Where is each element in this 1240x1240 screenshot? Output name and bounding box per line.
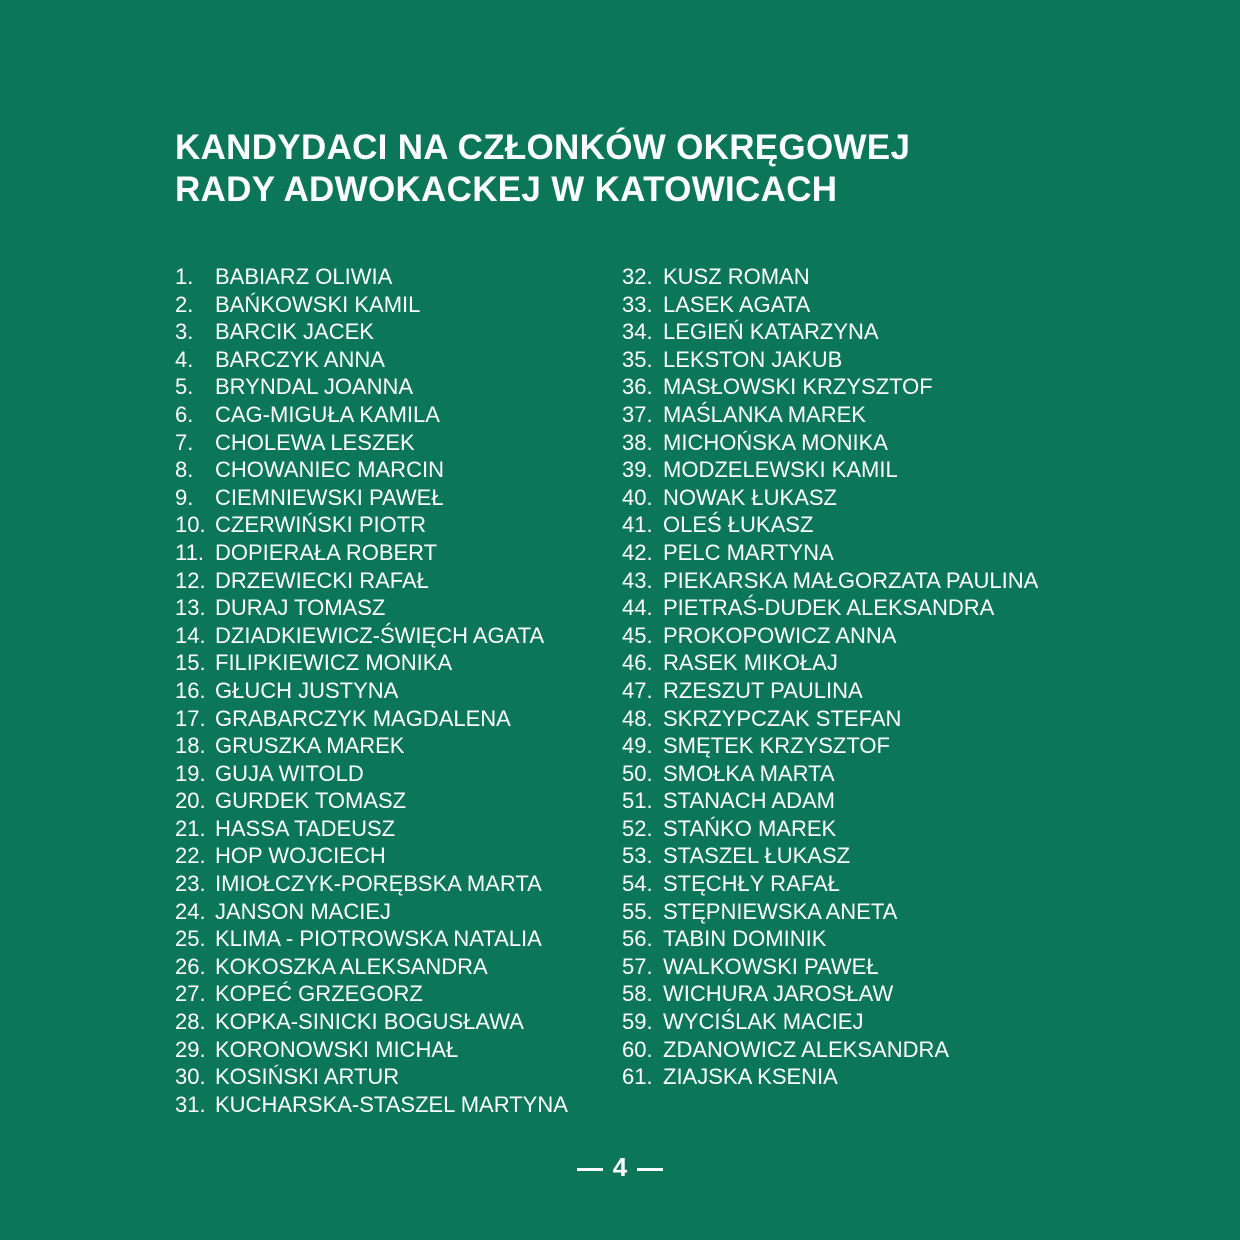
candidate-number: 39. (622, 457, 653, 483)
list-item (175, 898, 615, 926)
candidate-number: 45. (622, 622, 653, 648)
list-item (175, 787, 615, 815)
list-item (622, 870, 1092, 898)
list-item (175, 815, 615, 843)
candidate-name: PROKOPOWICZ ANNA (663, 622, 897, 648)
list-item (175, 622, 615, 650)
list-item (622, 346, 1092, 374)
candidate-number: 7. (175, 429, 194, 455)
candidate-number: 56. (622, 926, 653, 952)
candidate-number: 22. (175, 843, 206, 869)
candidate-number: 10. (175, 512, 206, 538)
list-item (622, 318, 1092, 346)
candidate-name: KUSZ ROMAN (663, 264, 810, 289)
candidate-number: 38. (622, 429, 653, 455)
candidate-name: FILIPKIEWICZ MONIKA (215, 650, 453, 676)
candidate-number: 35. (622, 346, 653, 372)
list-item (175, 870, 615, 898)
list-item (622, 953, 1092, 981)
candidate-name: WYCIŚLAK MACIEJ (663, 1009, 864, 1035)
candidate-number: 18. (175, 733, 206, 759)
candidate-name: MICHOŃSKA MONIKA (663, 429, 888, 455)
candidate-name: RASEK MIKOŁAJ (663, 650, 838, 676)
list-item (622, 842, 1092, 870)
candidate-name: GURDEK TOMASZ (215, 788, 407, 814)
candidate-name: LASEK AGATA (663, 291, 811, 317)
candidate-number: 54. (622, 871, 653, 897)
candidate-number: 29. (175, 1036, 206, 1062)
candidate-name: MODZELEWSKI KAMIL (663, 457, 898, 483)
candidate-name: NOWAK ŁUKASZ (663, 484, 837, 510)
candidate-name: GUJA WITOLD (215, 760, 364, 786)
list-item (622, 594, 1092, 622)
candidate-name: OLEŚ ŁUKASZ (663, 512, 814, 538)
candidate-name: STĘCHŁY RAFAŁ (663, 871, 840, 897)
list-item (175, 484, 615, 512)
candidate-number: 44. (622, 595, 653, 621)
candidate-number: 2. (175, 291, 194, 317)
candidate-number: 27. (175, 981, 206, 1007)
list-item (175, 594, 615, 622)
candidate-number: 21. (175, 815, 206, 841)
candidate-name: ZIAJSKA KSENIA (663, 1064, 838, 1090)
list-item (175, 429, 615, 457)
candidate-name: SMOŁKA MARTA (663, 760, 835, 786)
candidate-name: KOKOSZKA ALEKSANDRA (215, 953, 488, 979)
list-item (622, 511, 1092, 539)
list-item (622, 567, 1092, 595)
list-item (622, 429, 1092, 457)
candidate-name: CHOLEWA LESZEK (215, 429, 415, 455)
candidate-number: 42. (622, 539, 653, 565)
candidate-name: STANACH ADAM (663, 788, 835, 814)
candidate-name: BAŃKOWSKI KAMIL (215, 291, 421, 317)
candidate-number: 52. (622, 815, 653, 841)
candidate-name: STĘPNIEWSKA ANETA (663, 898, 898, 924)
candidate-name: LEGIEŃ KATARZYNA (663, 319, 879, 345)
candidate-number: 1. (175, 264, 194, 289)
candidate-number: 23. (175, 871, 206, 897)
list-item (622, 980, 1092, 1008)
list-item (175, 649, 615, 677)
list-item (622, 263, 1092, 291)
title-line-2: RADY ADWOKACKEJ W KATOWICACH (175, 170, 838, 209)
candidate-number: 55. (622, 898, 653, 924)
list-item (175, 953, 615, 981)
candidate-number: 5. (175, 374, 194, 400)
candidate-name: MASŁOWSKI KRZYSZTOF (663, 374, 933, 400)
list-item (175, 732, 615, 760)
candidate-number: 57. (622, 953, 653, 979)
candidate-number: 9. (175, 484, 194, 510)
candidate-number: 14. (175, 622, 206, 648)
candidate-name: GRABARCZYK MAGDALENA (215, 705, 511, 731)
candidate-number: 47. (622, 677, 653, 703)
page-title (175, 127, 1075, 211)
list-item (622, 484, 1092, 512)
candidate-number: 32. (622, 264, 653, 289)
candidate-name: DOPIERAŁA ROBERT (215, 539, 438, 565)
candidate-number: 60. (622, 1036, 653, 1062)
candidate-name: HASSA TADEUSZ (215, 815, 396, 841)
list-item (175, 401, 615, 429)
candidate-number: 26. (175, 953, 206, 979)
candidate-number: 13. (175, 595, 206, 621)
candidate-name: KUCHARSKA-STASZEL MARTYNA (215, 1091, 568, 1117)
candidate-list-right (622, 263, 1092, 1091)
list-item (622, 1036, 1092, 1064)
candidate-number: 40. (622, 484, 653, 510)
candidate-number: 31. (175, 1091, 206, 1117)
candidate-number: 17. (175, 705, 206, 731)
candidate-name: CZERWIŃSKI PIOTR (215, 512, 427, 538)
candidate-number: 48. (622, 705, 653, 731)
list-item (175, 925, 615, 953)
list-item (175, 677, 615, 705)
candidate-number: 37. (622, 401, 653, 427)
list-item (622, 1008, 1092, 1036)
candidate-name: TABIN DOMINIK (663, 926, 827, 952)
candidate-name: SKRZYPCZAK STEFAN (663, 705, 902, 731)
candidate-name: PELC MARTYNA (663, 539, 834, 565)
candidate-number: 11. (175, 539, 204, 565)
list-item (175, 291, 615, 319)
list-item (175, 980, 615, 1008)
candidate-name: CAG-MIGUŁA KAMILA (215, 401, 440, 427)
list-item (622, 1063, 1092, 1091)
candidate-number: 19. (175, 760, 206, 786)
candidate-name: IMIOŁCZYK-PORĘBSKA MARTA (215, 871, 542, 897)
candidate-name: KOPEĆ GRZEGORZ (215, 981, 423, 1007)
candidate-number: 49. (622, 733, 653, 759)
candidate-name: WALKOWSKI PAWEŁ (663, 953, 879, 979)
candidate-name: BRYNDAL JOANNA (215, 374, 414, 400)
candidate-number: 61. (622, 1064, 653, 1090)
footer-dash-right (637, 1168, 663, 1171)
list-item (622, 925, 1092, 953)
candidate-number: 59. (622, 1009, 653, 1035)
list-item (175, 567, 615, 595)
candidate-number: 24. (175, 898, 206, 924)
footer-dash-left (577, 1168, 603, 1171)
candidate-name: DZIADKIEWICZ-ŚWIĘCH AGATA (215, 622, 545, 648)
list-item (622, 649, 1092, 677)
list-item (175, 1008, 615, 1036)
candidate-name: PIETRAŚ-DUDEK ALEKSANDRA (663, 595, 995, 621)
list-item (622, 373, 1092, 401)
candidate-name: CHOWANIEC MARCIN (215, 457, 444, 483)
candidate-number: 15. (175, 650, 206, 676)
list-item (175, 456, 615, 484)
candidate-name: DURAJ TOMASZ (215, 595, 386, 621)
candidate-name: KORONOWSKI MICHAŁ (215, 1036, 459, 1062)
candidate-number: 51. (622, 788, 653, 814)
candidate-name: DRZEWIECKI RAFAŁ (215, 567, 429, 593)
candidate-number: 41. (622, 512, 653, 538)
candidate-number: 36. (622, 374, 653, 400)
list-item (622, 815, 1092, 843)
candidate-name: PIEKARSKA MAŁGORZATA PAULINA (663, 567, 1039, 593)
page-number: 4 (612, 1152, 628, 1182)
candidate-number: 33. (622, 291, 653, 317)
list-item (622, 291, 1092, 319)
candidate-number: 34. (622, 319, 653, 345)
list-item (175, 539, 615, 567)
page-footer (0, 1150, 1240, 1184)
candidate-name: SMĘTEK KRZYSZTOF (663, 733, 890, 759)
list-item (622, 760, 1092, 788)
candidate-name: KLIMA - PIOTROWSKA NATALIA (215, 926, 542, 952)
candidate-number: 6. (175, 401, 194, 427)
candidate-name: BARCIK JACEK (215, 319, 374, 345)
candidate-number: 28. (175, 1009, 206, 1035)
candidate-name: LEKSTON JAKUB (663, 346, 843, 372)
list-item (622, 787, 1092, 815)
list-item (175, 842, 615, 870)
list-item (622, 622, 1092, 650)
list-item (175, 263, 615, 291)
title-line-1: KANDYDACI NA CZŁONKÓW OKRĘGOWEJ (175, 128, 911, 167)
candidate-number: 58. (622, 981, 653, 1007)
candidate-number: 20. (175, 788, 206, 814)
candidate-name: STAŃKO MAREK (663, 815, 837, 841)
candidate-name: JANSON MACIEJ (215, 898, 392, 924)
list-item (622, 705, 1092, 733)
list-item (175, 705, 615, 733)
candidate-name: GRUSZKA MAREK (215, 733, 405, 759)
candidate-name: CIEMNIEWSKI PAWEŁ (215, 484, 444, 510)
candidate-number: 12. (175, 567, 206, 593)
list-item (622, 401, 1092, 429)
candidate-number: 43. (622, 567, 653, 593)
list-item (622, 898, 1092, 926)
candidate-name: GŁUCH JUSTYNA (215, 677, 399, 703)
candidate-name: KOPKA-SINICKI BOGUSŁAWA (215, 1009, 524, 1035)
candidate-name: STASZEL ŁUKASZ (663, 843, 851, 869)
candidate-number: 25. (175, 926, 206, 952)
candidate-number: 46. (622, 650, 653, 676)
list-item (175, 1091, 615, 1119)
list-item (175, 346, 615, 374)
candidate-number: 8. (175, 457, 194, 483)
candidate-name: HOP WOJCIECH (215, 843, 386, 869)
list-item (175, 373, 615, 401)
candidate-name: BABIARZ OLIWIA (215, 264, 393, 289)
list-item (175, 760, 615, 788)
candidate-list-left (175, 263, 615, 1118)
candidate-number: 30. (175, 1064, 206, 1090)
candidate-name: BARCZYK ANNA (215, 346, 385, 372)
list-item (622, 456, 1092, 484)
candidate-name: MAŚLANKA MAREK (663, 401, 866, 427)
candidate-name: KOSIŃSKI ARTUR (215, 1064, 400, 1090)
list-item (622, 732, 1092, 760)
list-item (175, 318, 615, 346)
candidate-number: 16. (175, 677, 206, 703)
candidate-number: 3. (175, 319, 194, 345)
candidate-name: WICHURA JAROSŁAW (663, 981, 894, 1007)
candidate-number: 4. (175, 346, 194, 372)
candidate-name: RZESZUT PAULINA (663, 677, 863, 703)
list-item (175, 1036, 615, 1064)
candidate-number: 53. (622, 843, 653, 869)
list-item (175, 511, 615, 539)
list-item (175, 1063, 615, 1091)
list-item (622, 677, 1092, 705)
list-item (622, 539, 1092, 567)
candidate-name: ZDANOWICZ ALEKSANDRA (663, 1036, 950, 1062)
candidate-number: 50. (622, 760, 653, 786)
